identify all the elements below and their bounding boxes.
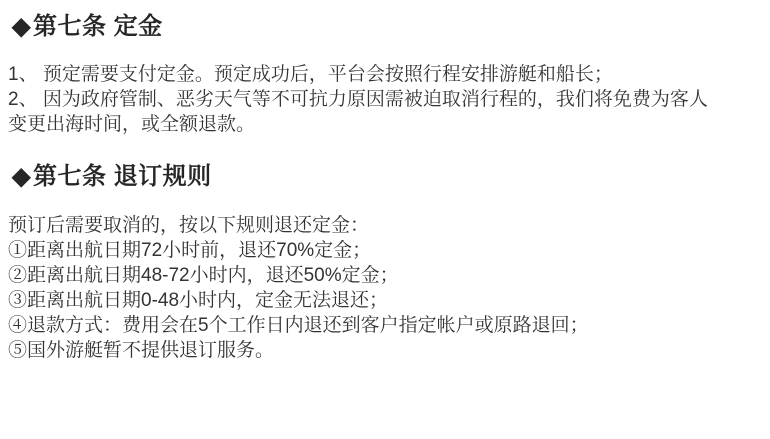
deposit-item-2: 2、 因为政府管制、恶劣天气等不可抗力原因需被迫取消行程的，我们将免费为客人变更出海时间，或全额退款。 [8,89,708,135]
refund-heading-text: 第七条 退订规则 [32,163,212,190]
refund-rules [8,213,715,363]
refund-rule-2: ②距离出航日期48-72小时内，退还50%定金； [8,265,399,286]
diamond-bullet-icon: ◆ [12,163,31,190]
refund-rule-5: ⑤国外游艇暂不提供退订服务。 [8,340,275,361]
refund-rule-1: ①距离出航日期72小时前，退还70%定金； [8,240,372,261]
deposit-section-heading [8,13,715,41]
deposit-item-1: 1、 预定需要支付定金。预定成功后，平台会按照行程安排游艇和船长； [8,64,613,85]
diamond-bullet-icon: ◆ [12,13,31,40]
refund-section-heading [8,163,715,191]
deposit-items [8,62,715,137]
deposit-heading-text: 第七条 定金 [32,13,163,40]
refund-rule-4: ④退款方式：费用会在5个工作日内退还到客户指定帐户或原路退回； [8,315,589,336]
refund-rule-3: ③距离出航日期0-48小时内，定金无法退还； [8,290,389,311]
refund-intro: 预订后需要取消的，按以下规则退还定金： [8,215,370,236]
